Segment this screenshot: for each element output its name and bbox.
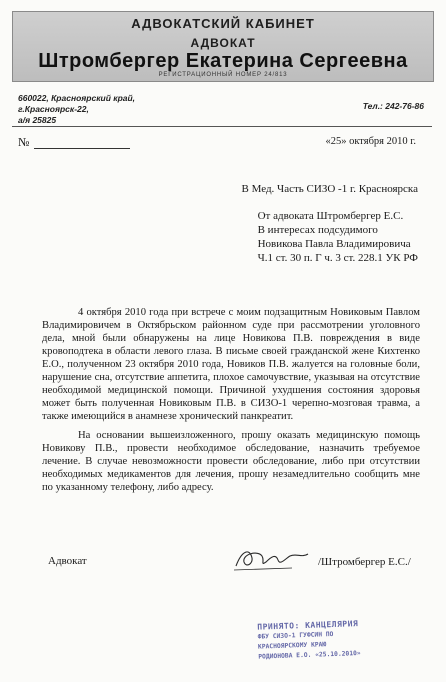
stamp-line-3: КРАСНОЯРСКОМУ КРАЮ (257, 641, 327, 651)
stamp-line-4: РОДИОНОВА Е.О. «25.10.2010» (258, 650, 361, 661)
recipient-from: От адвоката Штромбергер Е.С. (257, 210, 404, 222)
letterhead-cabinet: АДВОКАТСКИЙ КАБИНЕТ (131, 16, 315, 31)
letterhead (12, 11, 434, 82)
address-line-3: а/я 25825 (18, 115, 57, 125)
sender-block (258, 209, 418, 265)
letterhead-registration: РЕГИСТРАЦИОННЫЙ НОМЕР 24/813 (158, 72, 288, 78)
sender-address (18, 93, 135, 126)
signature-label: Адвокат (48, 555, 87, 567)
handwritten-signature (232, 544, 314, 574)
body-paragraph-2: На основании вышеизложенного, прошу оказать медицинскую помощь Новикову П.В., провести необходимое обследование, назначить требуемое лечение. В случае невозможности провести обследование, либо при отсутствии необходимых медикаментов для лечения, прошу незамедлительно сообщить мне по указанному телефону, либо адресу. (42, 430, 420, 493)
header-divider (12, 126, 432, 127)
body-paragraph-1: 4 октября 2010 года при встрече с моим подзащитным Новиковым Павлом Владимировичем в Октябрьском районном суде при рассмотрении уголовного дела, мной были обнаружены на лице Новикова П.В. повреждения в виде кровоподтека в области левого глаза. В письме своей гражданской жене Кихтенко Е.О., полученном 23 октября 2010 года, Новиков П.В. жалуется на головные боли, нарушение сна, отсутствие аппетита, плохое самочувствие, указывая на отсутствие необходимой медицинской помощи. Причиной ухудшения состояния здоровья может быть полученная Новиковым П.В. в СИЗО-1 черепно-мозговая травма, а также имеющийся в анамнезе хронический панкреатит. (42, 307, 420, 422)
document-number-line (34, 148, 130, 149)
letter-body (42, 306, 420, 494)
recipient-block (118, 182, 418, 265)
stamp-line-2: ФБУ СИЗО-1 ГУФСИН ПО (257, 630, 334, 641)
received-stamp (257, 617, 409, 674)
recipient-interest: В интересах подсудимого (257, 224, 378, 236)
recipient-articles: Ч.1 ст. 30 п. Г ч. 3 ст. 228.1 УК РФ (257, 252, 418, 264)
letterhead-name: Штромбергер Екатерина Сергеевна (38, 50, 408, 72)
stamp-line-1: ПРИНЯТО: КАНЦЕЛЯРИЯ (257, 619, 359, 632)
signature-name: /Штромбергер Е.С./ (318, 556, 411, 568)
address-line-1: 660022, Красноярский край, (18, 93, 136, 103)
letterhead-role: АДВОКАТ (190, 36, 256, 50)
document-number-label: № (18, 135, 30, 149)
sender-phone: Тел.: 242-76-86 (362, 101, 424, 111)
recipient-defendant: Новикова Павла Владимировича (257, 238, 411, 250)
document-date: «25» октября 2010 г. (325, 136, 416, 147)
recipient-to: В Мед. Часть СИЗО -1 г. Красноярска (241, 183, 418, 195)
address-line-2: г.Красноярск-22, (18, 104, 89, 114)
